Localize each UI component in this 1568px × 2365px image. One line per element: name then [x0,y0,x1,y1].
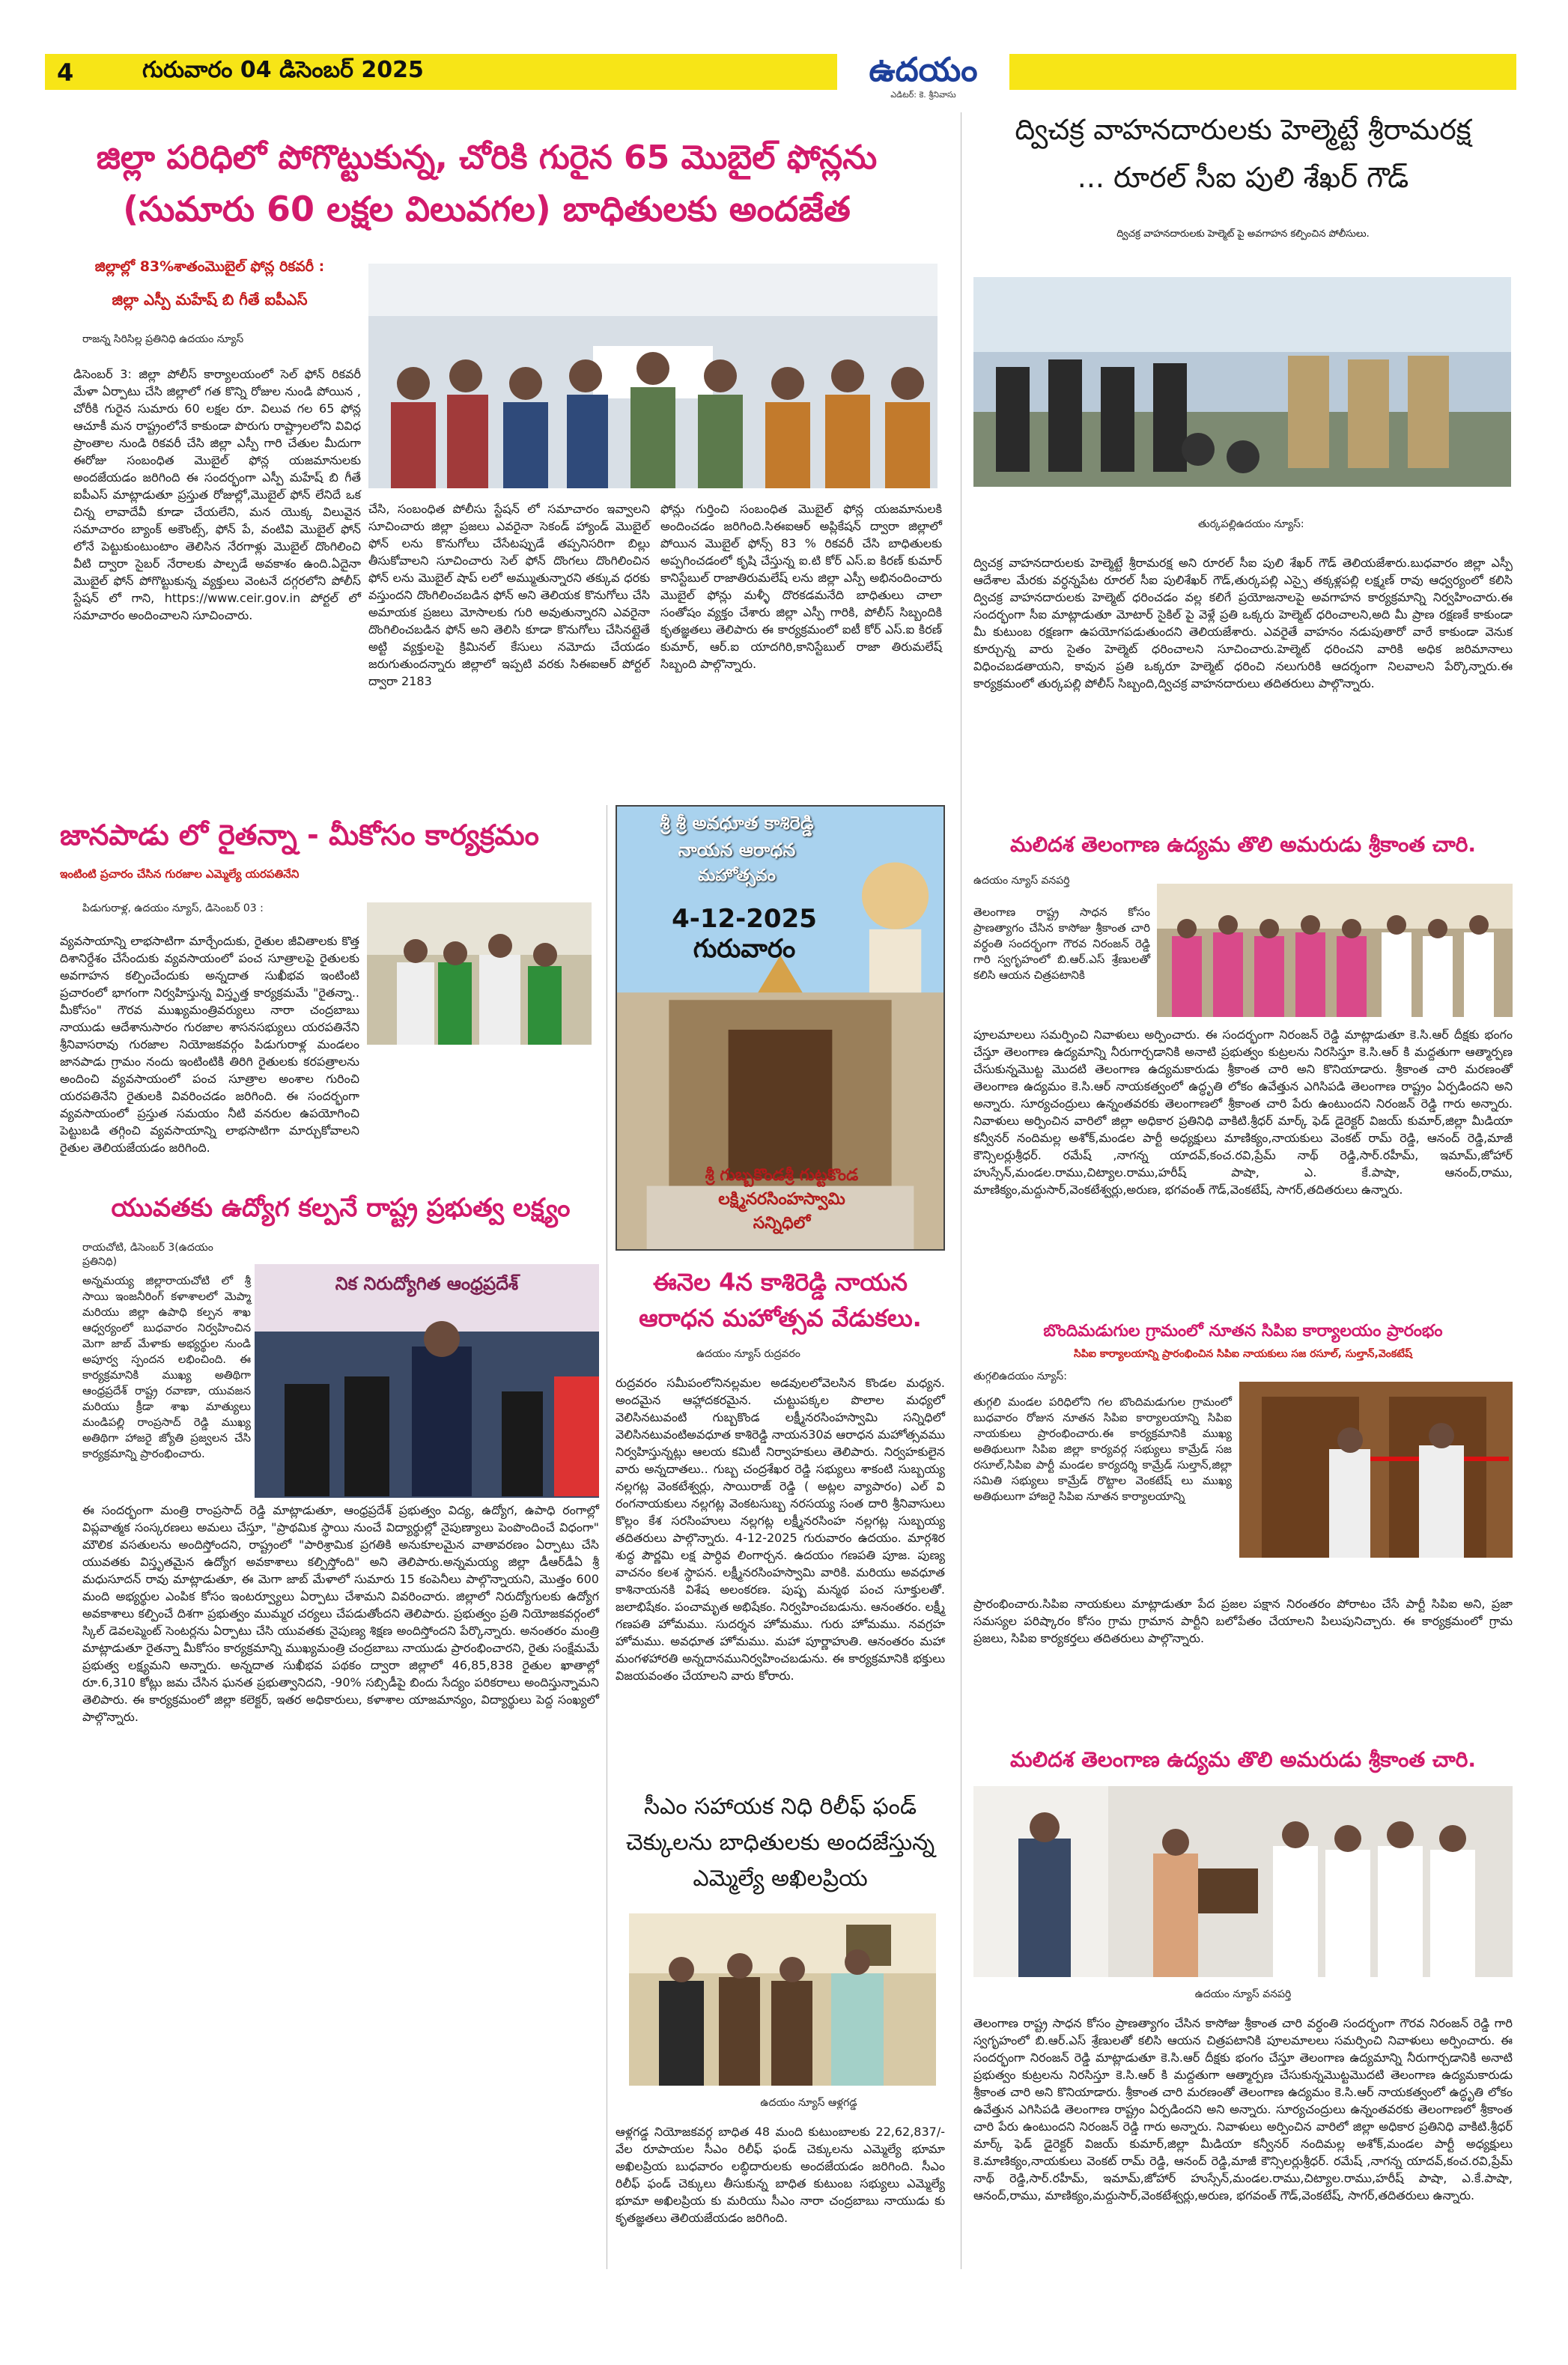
article2-credit: తుర్కపల్లిఉదయం న్యూస్: [1198,518,1304,530]
article9-body: ఆళ్లగడ్డ నియోజకవర్గ బాధిత 48 మంది కుటుంబాలకు 22,62,837/- వేల రూపాయల సీఎం రిలీఫ్ ఫండ్ చెక్కులను ఎమ్మెల్యే భూమా అఖిలప్రియ బుధవారం లబ్ధిదారులకు అందజేయడం జరిగింది. సీఎం రిలీఫ్ ఫండ్ చెక్కులు తీసుకున్న బాధిత కుటుంబ సభ్యులు ఎమ్మెల్యే భూమా అఖిలప్రియ కు మరియు సీఎం నారా చంద్రబాబు నాయుడు కు కృతజ్ఞతలు తెలియజేయడం జరిగింది. [616,2125,945,2225]
logo-text: ఉదయం [869,51,978,89]
article5-credit: ఉదయం న్యూస్ వనపర్తి [973,875,1070,887]
article8-photo-felicitation [973,1786,1513,1977]
article2-photo-helmet-awareness [973,277,1511,487]
article4-temple-poster [616,805,945,1251]
article4-credit: ఉదయం న్యూస్ రుద్రవరం [696,1348,800,1360]
article4-banner-date: 4-12-2025 గురువారం [672,904,817,964]
masthead-logo [837,51,1009,103]
article4-bottom-line1: శ్రీ గుబ్బకొండశ్రీ గుట్టకొండ [705,1166,859,1185]
article1-photo-phone-handover [368,264,938,488]
article3-body-left: వ్యవసాయాన్ని లాభసాటిగా మార్చేందుకు, రైతుల జీవితాలకు కొత్త దిశానిర్దేశం చేసేందుకు వ్యవసాయంలో పంచ సూత్రాలపై రైతులకు అవగాహన కల్పించేందుకు అన్నదాత సుఖీభవ ఇంటింటి ప్రచారంలో భాగంగా నిర్వహిస్తున్న విస్తృత్త కార్యక్రమమే "రైతన్నా.. మీకోసం" గౌరవ ముఖ్యమంత్రివర్యులు నారా చంద్రబాబు నాయుడు ఆదేశానుసారం గురజాల శాసనసభ్యులు యరపతినేని శ్రీనివాసరావు గురజాల నియోజకవర్గం పిడుగురాళ్ల మండలం జానపాడు గ్రామం నందు ఇంటింటికి తిరిగి రైతులకు కరపత్రాలను అందించి వ్యవసాయంలో పంచ సూత్రాల అంశాల గురించి యరపతినేని రైతులకి వివరించడం జరిగింది. ఈ సందర్భంగా వ్యవసాయంలో ప్రస్తుత సమయం నీటి వనరుల ఉపయోగించి పెట్టుబడి తగ్గించి వ్యవసాయాన్ని లాభసాటిగా మార్చుకోవాలని రైతుల తెలియజేయడం జరిగింది. [60,934,359,1155]
article8-headline: మలిదశ తెలంగాణ ఉద్యమ తొలి అమరుడు శ్రీకాంత చారి. [1010,1747,1476,1772]
article5-body: పూలమాలలు సమర్పించి నివాళులు అర్పించారు. ఈ సందర్భంగా నిరంజన్ రెడ్డి మాట్లాడుతూ కె.సి.ఆర్ దీక్షకు భంగం చేస్తూ తెలంగాణ ఉద్యమాన్ని నీరుగార్చడానికి అనాటి ప్రభుత్వం కుట్రలను నిరసిస్తూ కె.సి.ఆర్ కి మద్దతుగా ఆత్మార్పణ చేసుకున్నమొట్ట మొదటి తెలంగాణ ఉద్యమకారుడు శ్రీకాంత చారి అని కొనియాడారు. శ్రీకాంత చారి మరణంతో తెలంగాణ ఉద్యమం కె.సి.ఆర్ నాయకత్వంలో ఉద్ధృతి లోకం ఉవేత్తున ఎగిసిపడి తెలంగాణ రాష్ట్రం ఏర్పడిందని అని అన్నారు. సూర్యచంద్రులు ఉన్నంతవరకు తెలంగాణలో శ్రీకాంత చారి పేరు ఉంటుందని నిరంజన్ రెడ్డి గారు అన్నారు. నివాళులు అర్పించిన వారిలో జిల్లా అధికార ప్రతినిధి వాకిటి.శ్రీధర్ మార్క్ ఫెడ్ డైరెక్టర్ విజయ్ కుమార్,జిల్లా మీడియా కన్వీనర్ నందిమల్ల అశోక్,మండల పార్టీ అధ్యక్షులు మాణిక్యం,నాయకులు వెంకట్ రామ్ రెడ్డి, ఆనంద్ రెడ్డి,మాజీ కౌన్సిలర్లుశ్రీధర్. రమేష్ ,నాగన్న యాదవ్,కంచ.రవి,ప్రేమ్ నాథ్ రెడ్డి,సార్.రహీమ్, ఇమామ్,జోహార్ హుస్సేన్,మండల.రాము,చిట్యాల.రాము,హరీష్ పాషా, ఎ. కే.పాషా, ఆనంద్,రాము, మాణిక్యం,మద్దుసార్,వెంకటేశ్వర్లు,అరుణ, భగవంత్ గౌడ్,వెంకటేష్, సాగర్,తదితరులు ఉన్నారు. [973,1027,1513,1197]
article4-banner-line3: మహోత్సవం [698,866,776,885]
article1-body-col3: ఫోన్లు గుర్తించి సంబంధిత మొబైల్ ఫోన్ల యజమానులకి అందించడం జరిగింది.సిఈఐఆర్ అప్లికేషన్ ద్వారా జిల్లాలో పోయిన మొబైల్ ఫోన్స్ 83 % రికవరీ చేసి బాధితులకు అప్పగించడంలో కృషి చేస్తున్న ఐ.టి కోర్ ఎస్.ఐ కిరణ్ కుమార్ కానిస్టేబుల్ రాజాతిరుమలేష్ లను జిల్లా ఎస్పీ అభినందించారు మొబైల్ ఫోన్లు మళ్ళీ దొరకడమనేది బాధితులు చాలా సంతోషం వ్యక్తం చేశారు జిల్లా ఎస్పీ గారికి, పోలీస్ సిబ్బందికి కృతజ్ఞతలు తెలిపారు ఈ కార్యక్రమంలో ఐటీ కోర్ ఎస్.ఐ కిరణ్ కుమార్, ఆర్.ఐ యాదగిరి,కానిస్టేబుల్ రాజా తిరుమలేష్ సిబ్బంది పాల్గొన్నారు. [660,502,942,671]
article3-body-continued [60,1054,599,1178]
article7-photo-office-opening [1239,1382,1513,1558]
article9-photo-cheque-distribution [629,1913,936,2086]
article5-photo-tribute [1157,884,1513,1017]
article1-subhead2: జిల్లా ఎస్పీ మహేష్ బి గీతే ఐపీఎస్ [112,291,308,309]
article2-body: ద్విచక్ర వాహనదారులకు హెల్మెట్టే శ్రీరామరక్ష అని రూరల్ సీఐ పులి శేఖర్ గౌడ్ తెలియజేశారు.బుధవారం జిల్లా ఎస్పీ ఆదేశాల మేరకు వర్ధన్నపేట రూరల్ సీఐ పులిశేఖర్ గౌడ్,తుర్కపల్లి ఎస్సై తక్కళ్లపల్లి లక్ష్మణ్ రావు ఆధ్వర్యంలో కలిసి ద్విచక్ర వాహనదారులకు హెల్మెట్ ధరించడం వల్ల కలిగే ప్రయోజనాలపై అవగాహన కార్యక్రమాన్ని నిర్వహించారు.ఈ సందర్భంగా సీఐ మాట్లాడుతూ మోటార్ సైకిల్ పై వెళ్లే ప్రతి ఒక్కరు హెల్మెట్ ధరించాలని,అది మీ ప్రాణ రక్షణకే కాకుండా మీ కుటుంబ రక్షణగా ఉపయోగపడుతుందని తెలియజేశారు. ఎవరైతే వాహనం నడుపుతారో వారే కాకుండా వెనుక కూర్చున్న వారు సైతం హెల్మెట్ ధరించాలని సూచించారు.హెల్మెట్ ధరించని వారికి అధిక జరిమానాలు విధించబడతాయని, కావున ప్రతి ఒక్కరూ హెల్మెట్ ధరించి నలుగురికి ఆదర్శంగా నిలవాలని పేర్కొన్నారు.ఈ కార్యక్రమంలో తుర్కపల్లి పోలీస్ సిబ్బంది,ద్విచక్ర వాహనదారులు తదితరులు పాల్గొన్నారు. [973,556,1513,690]
article3-headline: జానపాడు లో రైతన్నా - మీకోసం కార్యక్రమం [60,819,539,851]
article4-headline-line1: ఈనెల 4న కాశిరెడ్డి నాయన [653,1268,908,1296]
article4-bottom-line3: సన్నిధిలో [753,1214,811,1233]
article6-body-left: అన్నమయ్య జిల్లారాయచోటి లో శ్రీ సాయి ఇంజనీరింగ్ కళాశాలలో మెప్మా మరియు జిల్లా ఉపాధి కల్పన శాఖ ఆధ్వర్యంలో బుధవారం నిర్వహించిన మెగా జాబ్ మేళాకు అభ్యర్థుల నుండి అపూర్వ స్పందన లభించింది. ఈ కార్యక్రమానికి ముఖ్య అతిథిగా ఆంధ్రప్రదేశ్ రాష్ట్ర రవాణా, యువజన మరియు క్రీడా శాఖ మాత్యులు మండిపల్లి రాంప్రసాద్ రెడ్డి ముఖ్య అతిథిగా హాజరై జ్యోతి ప్రజ్వలన చేసి కార్యక్రమాన్ని ప్రారంభించారు. [82,1274,251,1460]
article4-headline-line2: ఆరాధన మహోత్సవ వేడుకలు. [639,1304,922,1332]
article5-body-left: తెలంగాణ రాష్ట్ర సాధన కోసం ప్రాణత్యాగం చేసిన కాసోజు శ్రీకాంత చారి వర్ధంతి సందర్భంగా గౌరవ నిరంజన్ రెడ్డి గారి స్వగృహంలో బి.ఆర్.ఎస్ శ్రేణులతో కలిసి ఆయన చిత్రపటానికి [973,905,1150,982]
article6-credit: రాయచోటి, డిసెంబర్ 3(ఉదయం ప్రతినిధి) [82,1242,213,1268]
article5-headline: మలిదశ తెలంగాణ ఉద్యమ తొలి అమరుడు శ్రీకాంత చారి. [1010,832,1476,857]
article7-body: ప్రారంభించారు.సిపిఐ నాయకులు మాట్లాడుతూ పేద ప్రజల పక్షాన నిరంతరం పోరాటం చేసే పార్టీ సిపిఐ అని, ప్రజా సమస్యల పరిష్కారం కోసం గ్రామ గ్రామాన పార్టీని బలోపేతం చేయాలని పిలుపునిచ్చారు. ఈ కార్యక్రమంలో గ్రామ ప్రజలు, సిపిఐ కార్యకర్తలు తదితరులు పాల్గొన్నారు. [973,1597,1513,1645]
article9-headline-line3: ఎమ్మెల్యే అఖిలప్రియ [693,1865,868,1892]
article3-photo-mla-farmers [367,902,592,1045]
article7-subhead: సిపిఐ కార్యాలయాన్ని ప్రారంభించిన సిపిఐ నాయకులు సజ రసూల్, సుల్తాన్,వెంకటేష్ [1074,1348,1412,1360]
article1-body-col2: చేసి, సంబంధిత పోలీసు స్టేషన్ లో సమాచారం ఇవ్వాలని సూచించారు జిల్లా ప్రజలు ఎవరైనా సెకండ్ హ్యాండ్ మొబైల్ ఫోన్ లను కొనుగోలు చేసేటప్పుడే తప్పనిసరిగా బిల్లు తీసుకోవాలని సూచించారు సెల్ ఫోన్ దొంగలు దొంగిలించిన ఫోన్ లను మొబైల్ షాప్ లలో అమ్ముతున్నారని తక్కువ ధరకు వస్తుందని దొంగిలించబడిన ఫోన్ అని తెలియక కొనుగోలు చేసి అమాయక ప్రజలు మోసాలకు గురి అవుతున్నారని ఎవరైనా దొంగిలించబడిన ఫోన్ అని తెలిసి కూడా కొనుగోలు చేసినట్లైతే అట్టి వ్యక్తులపై క్రిమినల్ కేసులు నమోదు చేయడం జరుగుతుందన్నారు జిల్లాలో ఇప్పటి వరకు సిఈఐఆర్ పోర్టల్ ద్వారా 2183 [368,502,650,688]
article7-headline: బొందిమడుగుల గ్రామంలో నూతన సిపిఐ కార్యాలయం ప్రారంభం [1043,1322,1443,1341]
article7-body-left: తుగ్గలి మండల పరిధిలోని గల బొందిమడుగుల గ్రామంలో బుధవారం రోజున నూతన సిపిఐ కార్యాలయాన్ని సిపిఐ నాయకులు ప్రారంభించారు.ఈ కార్యక్రమానికి ముఖ్య అతిథులుగా సిపిఐ జిల్లా కార్యవర్గ సభ్యులు కామ్రేడ్ సజ రసూల్,సిపిఐ పార్టీ మండల కార్యదర్శి కామ్రేడ్ సుల్తాన్,జిల్లా సమితి సభ్యులు కామ్రేడ్ రొట్టాల వెంకటేష్ లు ముఖ్య అతిథులుగా హాజరై సిపిఐ నూతన కార్యాలయాన్ని [973,1395,1232,1503]
article8-body: తెలంగాణ రాష్ట్ర సాధన కోసం ప్రాణత్యాగం చేసిన కాసోజు శ్రీకాంత చారి వర్ధంతి సందర్భంగా గౌరవ నిరంజన్ రెడ్డి గారి స్వగృహంలో బి.ఆర్.ఎస్ శ్రేణులతో కలిసి ఆయన చిత్రపటానికి పూలమాలలు సమర్పించి నివాళులు అర్పించారు. ఈ సందర్భంగా నిరంజన్ రెడ్డి మాట్లాడుతూ కె.సి.ఆర్ దీక్షకు భంగం చేస్తూ తెలంగాణ ఉద్యమాన్ని నీరుగార్చడానికి అనాటి ప్రభుత్వం కుట్రలను నిరసిస్తూ కె.సి.ఆర్ కి మద్దతుగా ఆత్మార్పణ చేసుకున్నమొట్టమొదటి తెలంగాణ ఉద్యమకారుడు శ్రీకాంత చారి అని కొనియాడారు. శ్రీకాంత చారి మరణంతో తెలంగాణ ఉద్యమం కె.సి.ఆర్ నాయకత్వంలో ఉద్ధృతి లోకం ఉవేత్తున ఎగిసిపడి తెలంగాణ రాష్ట్రం ఏర్పడిందని అని అన్నారు. సూర్యచంద్రులు ఉన్నంతవరకు తెలంగాణలో శ్రీకాంత చారి పేరు ఉంటుందని నిరంజన్ రెడ్డి గారు అన్నారు. నివాళులు అర్పించిన వారిలో జిల్లా అధికార ప్రతినిధి వాకిటి.శ్రీధర్ మార్క్ ఫెడ్ డైరెక్టర్ విజయ్ కుమార్,జిల్లా మీడియా కన్వీనర్ నందిమల్ల అశోక్,మండల పార్టీ అధ్యక్షులు కె.మాణిక్యం,నాయకులు వెంకట్ రామ్ రెడ్డి, ఆనంద్ రెడ్డి,మాజీ కౌన్సిలర్లుశ్రీధర్. రమేష్ ,నాగన్న యాదవ్,కంచ.రవి,ప్రేమ్ నాథ్ రెడ్డి,సార్.రహీమ్, ఇమామ్,జోహార్ హుస్సేన్,మండల.రాము,చిట్యాల.రాము,హరీష్ పాషా, ఎ.కే.పాషా, ఆనంద్,రాము, మాణిక్యం,మద్దుసార్,వెంకటేశ్వర్లు,అరుణ, భగవంత్ గౌడ్,వెంకటేష్, సాగర్,తదితరులు ఉన్నారు. [973,2016,1513,2202]
article6-headline: యువతకు ఉద్యోగ కల్పనే రాష్ట్ర ప్రభుత్వ లక్ష్యం [111,1193,571,1223]
article2-photo-caption: ద్విచక్ర వాహనదారులకు హెల్మెట్ పై అవగాహన కల్పించిన పోలీసులు. [1116,228,1370,240]
article6-banner: నిక నిరుద్యోగిత ఆంధ్రప్రదేశ్ [335,1273,519,1294]
page-date: గురువారం 04 డిసెంబర్ 2025 [142,57,424,83]
article2-headline-line2: ... రూరల్ సీఐ పులి శేఖర్ గౌడ్ [1077,161,1409,194]
article9-headline-line1: సీఎం సహాయక నిధి రిలీఫ్ ఫండ్ [643,1794,917,1820]
article4-banner-line2: నాయన ఆరాధన [678,840,796,860]
article6-photo-job-mela [255,1264,599,1498]
article9-credit: ఉదయం న్యూస్ ఆళ్లగడ్డ [760,2097,857,2109]
article1-credit: రాజన్న సిరిసిల్ల ప్రతినిధి ఉదయం న్యూస్ [82,333,244,345]
article3-subhead: ఇంటింటి ప్రచారం చేసిన గురజాల ఎమ్మెల్యే యరపతినేని [60,867,300,881]
page-number: 4 [57,58,74,87]
article4-banner-line1: శ్రీ శ్రీ అవధూత కాశిరెడ్డి [660,813,814,834]
article4-body: రుద్రవరం సమీపంలోనినల్లమల అడవులలోవెలసిన కొండల మధ్యన. అందమైన ఆహ్లాదకరమైన. చుట్టుపక్కల పొలాల మధ్యలో వెలిసినటువంటి గుబ్బకొండ లక్ష్మీనరసింహస్వామి సన్నిధిలో వెలిసినటువంటిఅవధూత కాశిరెడ్డి నాయన30వ ఆరాధన మహోత్సవము నిర్వహిస్తున్నట్లు ఆలయ కమిటీ నిర్వాహకులు తెలిపారు. నిర్వహకులైన వారు అన్నదాతలు.. గుబ్బ చంద్రశేఖర రెడ్డి సభ్యులు శాకంటి సుబ్బయ్య నల్లగట్ల వెంకటేశ్వర్లు, సాయిరాజ్ రెడ్డి ( అట్లల వ్యాపారం) ఎల్ వి రంగనాయకులు నల్లగట్ల వెంకటసుబ్బ నరసయ్య సంత దారి శ్రీనివాసులు కొల్లం కేశ సరసింహులు నల్లగట్ల లక్ష్మీనరసింహ నల్లగట్ల సుబ్బయ్య తదితరులు పాల్గొన్నారు. 4-12-2025 గురువారం ఉదయం. మార్గశిర శుద్ధ పౌర్ణమి లక్ష పార్ధివ లింగార్చన. ఉదయం గణపతి పూజ. పుణ్య వాచనం కలశ స్థాపన. లక్ష్మీనరసింహస్వామి వారికి. మరియు అవధూత కాశినాయనకి విశేష అలంకరణ. పుష్ప మన్మథ పంచ సూక్తులతో. జలాభిషేకం. పంచామృత అభిషేకం. నిర్వహించబడును. ఆనంతరం. లక్ష్మీ గణపతి హోమము. సుదర్శన హోమము. గురు హోమము. నవగ్రహ హోమము. అవధూత హోమము. మహా పూర్ణాహుతి. ఆనంతరం మహా మంగళహారతి అన్నదానమునిర్వహించబడును. ఈ కార్యక్రమానికి భక్తులు విజయవంతం చేయాలని వారు కోరారు. [616,1376,945,1683]
article1-headline-line1: జిల్లా పరిధిలో పోగొట్టుకున్న, చోరికి గురైన 65 మొబైల్ ఫోన్లను [96,139,878,177]
article8-credit: ఉదయం న్యూస్ వనపర్తి [1194,1988,1292,2000]
article1-subhead1: జిల్లాల్లో 83%శాతంమొబైల్ ఫోన్ల రికవరీ : [94,258,325,275]
logo-subtitle: ఎడిటర్: కె. శ్రీనివాసు [890,90,956,100]
article4-bottom-line2: లక్ష్మినరసింహస్వామి [718,1190,845,1209]
article3-credit: పిడుగురాళ్ల, ఉదయం న్యూస్, డిసెంబర్ 03 : [82,902,264,914]
article2-headline-line1: ద్విచక్ర వాహనదారులకు హెల్మెట్టే శ్రీరామరక్ష [1015,113,1471,146]
article1-headline-line2: (సుమారు 60 లక్షల విలువగల) బాధితులకు అందజేత [123,189,851,229]
article1-body-col1: డిసెంబర్ 3: జిల్లా పోలీస్ కార్యాలయంలో సెల్ ఫోన్ రికవరీ మేళా ఏర్పాటు చేసి జిల్లాలో గత కొన్ని రోజుల నుండి పోయిన , చోరీకి గురైన సుమారు 60 లక్షల రూ. విలువ గల 65 ఫోన్ల ఆచూకీ మన రాష్ట్రంలోనే కాకుండా పొరుగు రాష్ట్రాలలోని వివిధ ప్రాంతాల నుండి రికవరీ చేసి జిల్లా ఎస్పీ గారి చేతుల మీదుగా ఈరోజు సంబంధిత మొబైల్ ఫోన్ల యజమానులకు అందజేయడం జరిగింది ఈ సందర్భంగా ఎస్పీ మహేష్ బి గీతే ఐపీఎస్ మాట్లాడుతూ ప్రస్తుత రోజుల్లో,మొబైల్ ఫోన్ లేనిదే ఒక చిన్న లావాదేవీ కూడా చేయలేని, మన యొక్క విలువైన సమాచారం బ్యాంక్ అకౌంట్స్, ఫోన్ పే, వంటివి మొబైల్ ఫోన్ లోనే పెట్టుకుంటుంటాం తెలిసిన నేరగాళ్లు మొబైల్ దొంగిలించి వీటి ద్వారా సైబర్ నేరాలకు పాల్పడే అవకాశం ఉంది.ఏదైనా మొబైల్ ఫోన్ పోగొట్టుకున్న వ్యక్తులు వెంటనే దగ్గరలోని పోలీస్ స్టేషన్ లో గాని, https://www.ceir.gov.in పోర్టల్ లో సమాచారం అందించాలని సూచించారు. [73,367,361,622]
article9-headline-line2: చెక్కులను బాధితులకు అందజేస్తున్న [625,1830,935,1856]
article6-body: ఈ సందర్భంగా మంత్రి రాంప్రసాద్ రెడ్డి మాట్లాడుతూ, ఆంధ్రప్రదేశ్ ప్రభుత్వం విద్య, ఉద్యోగ, ఉపాధి రంగాల్లో విప్లవాత్మక సంస్కరణలు అమలు చేస్తూ, "ప్రాథమిక స్థాయి నుంచే విద్యార్థుల్లో నైపుణ్యాలు పెంపొందించే విధంగా" మౌలిక వసతులను అందిస్తోందని, రాష్ట్రంలో "పారిశ్రామిక ప్రగతికి అనుకూలమైన వాతావరణం ఏర్పాటు చేసి యువతకు విస్తృతమైన ఉద్యోగ అవకాశాలు కల్పిస్తోంది" అని తెలిపారు.అన్నమయ్య జిల్లా డీఆర్‌డీఏ శ్రీ మధుసూదన్ రావు మాట్లాడుతూ, ఈ మెగా జాబ్ మేళాలో సుమారు 15 కంపెనీలు పాల్గొన్నాయని, మొత్తం 600 మంది అభ్యర్థుల ఎంపిక కోసం ఇంటర్వ్యూలు ఏర్పాటు చేశామని వివరించారు. జిల్లాలో నిరుద్యోగులకు ఉద్యోగ అవకాశాలు కల్పించే దిశగా ప్రభుత్వం ముమ్మర చర్యలు చేపడుతోందని తెలిపారు. ప్రభుత్వం ప్రతి నియోజకవర్గంలో స్కిల్ డెవలప్మెంట్ సెంటర్లను ఏర్పాటు చేసి యువతకు నైపుణ్య శిక్షణ అందిస్తోందని పేర్కొన్నారు. అనంతరం మంత్రి మాట్లాడుతూ రైతన్నా మీకోసం కార్యక్రమాన్ని ముఖ్యమంత్రి చంద్రబాబు నాయుడు ప్రారంభించారని, రైతు సంక్షేమమే ప్రభుత్వ లక్ష్యమని అన్నారు. అన్నదాత సుఖీభవ పథకం ద్వారా జిల్లాలో 46,85,838 రైతుల ఖాతాల్లో రూ.6,310 కోట్లు జమ చేసిన ఘనత ప్రభుత్వానిదని, -90% సబ్సిడీపై బిందు సేద్యం పరికరాలు అందిస్తున్నామని తెలిపారు. ఈ కార్యక్రమంలో జిల్లా కలెక్టర్, ఇతర అధికారులు, కళాశాల యాజమాన్యం, విద్యార్థులు పెద్ద సంఖ్యలో పాల్గొన్నారు. [82,1503,599,1724]
article7-credit: తుగ్గలిఉదయం న్యూస్: [973,1370,1067,1382]
